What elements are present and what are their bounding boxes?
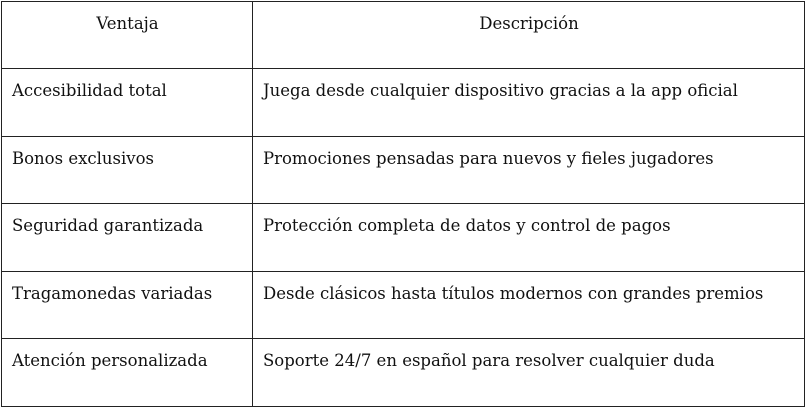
table-row xyxy=(2,339,805,407)
ventaja-cell: Accesibilidad total xyxy=(2,69,253,137)
ventaja-cell: Tragamonedas variadas xyxy=(2,271,253,339)
table-row xyxy=(2,204,805,272)
descripcion-cell: Desde clásicos hasta títulos modernos con grandes premios xyxy=(253,271,805,339)
column-header-ventaja: Ventaja xyxy=(2,2,253,69)
table-row xyxy=(2,69,805,137)
advantages-table xyxy=(1,1,805,407)
descripcion-cell: Soporte 24/7 en español para resolver cualquier duda xyxy=(253,339,805,407)
table-header-row xyxy=(2,2,805,69)
table-row xyxy=(2,271,805,339)
ventaja-cell: Bonos exclusivos xyxy=(2,136,253,204)
descripcion-cell: Promociones pensadas para nuevos y fieles jugadores xyxy=(253,136,805,204)
table-row xyxy=(2,136,805,204)
column-header-descripcion: Descripción xyxy=(253,2,805,69)
descripcion-cell: Juega desde cualquier dispositivo gracias a la app oficial xyxy=(253,69,805,137)
ventaja-cell: Atención personalizada xyxy=(2,339,253,407)
descripcion-cell: Protección completa de datos y control de pagos xyxy=(253,204,805,272)
ventaja-cell: Seguridad garantizada xyxy=(2,204,253,272)
